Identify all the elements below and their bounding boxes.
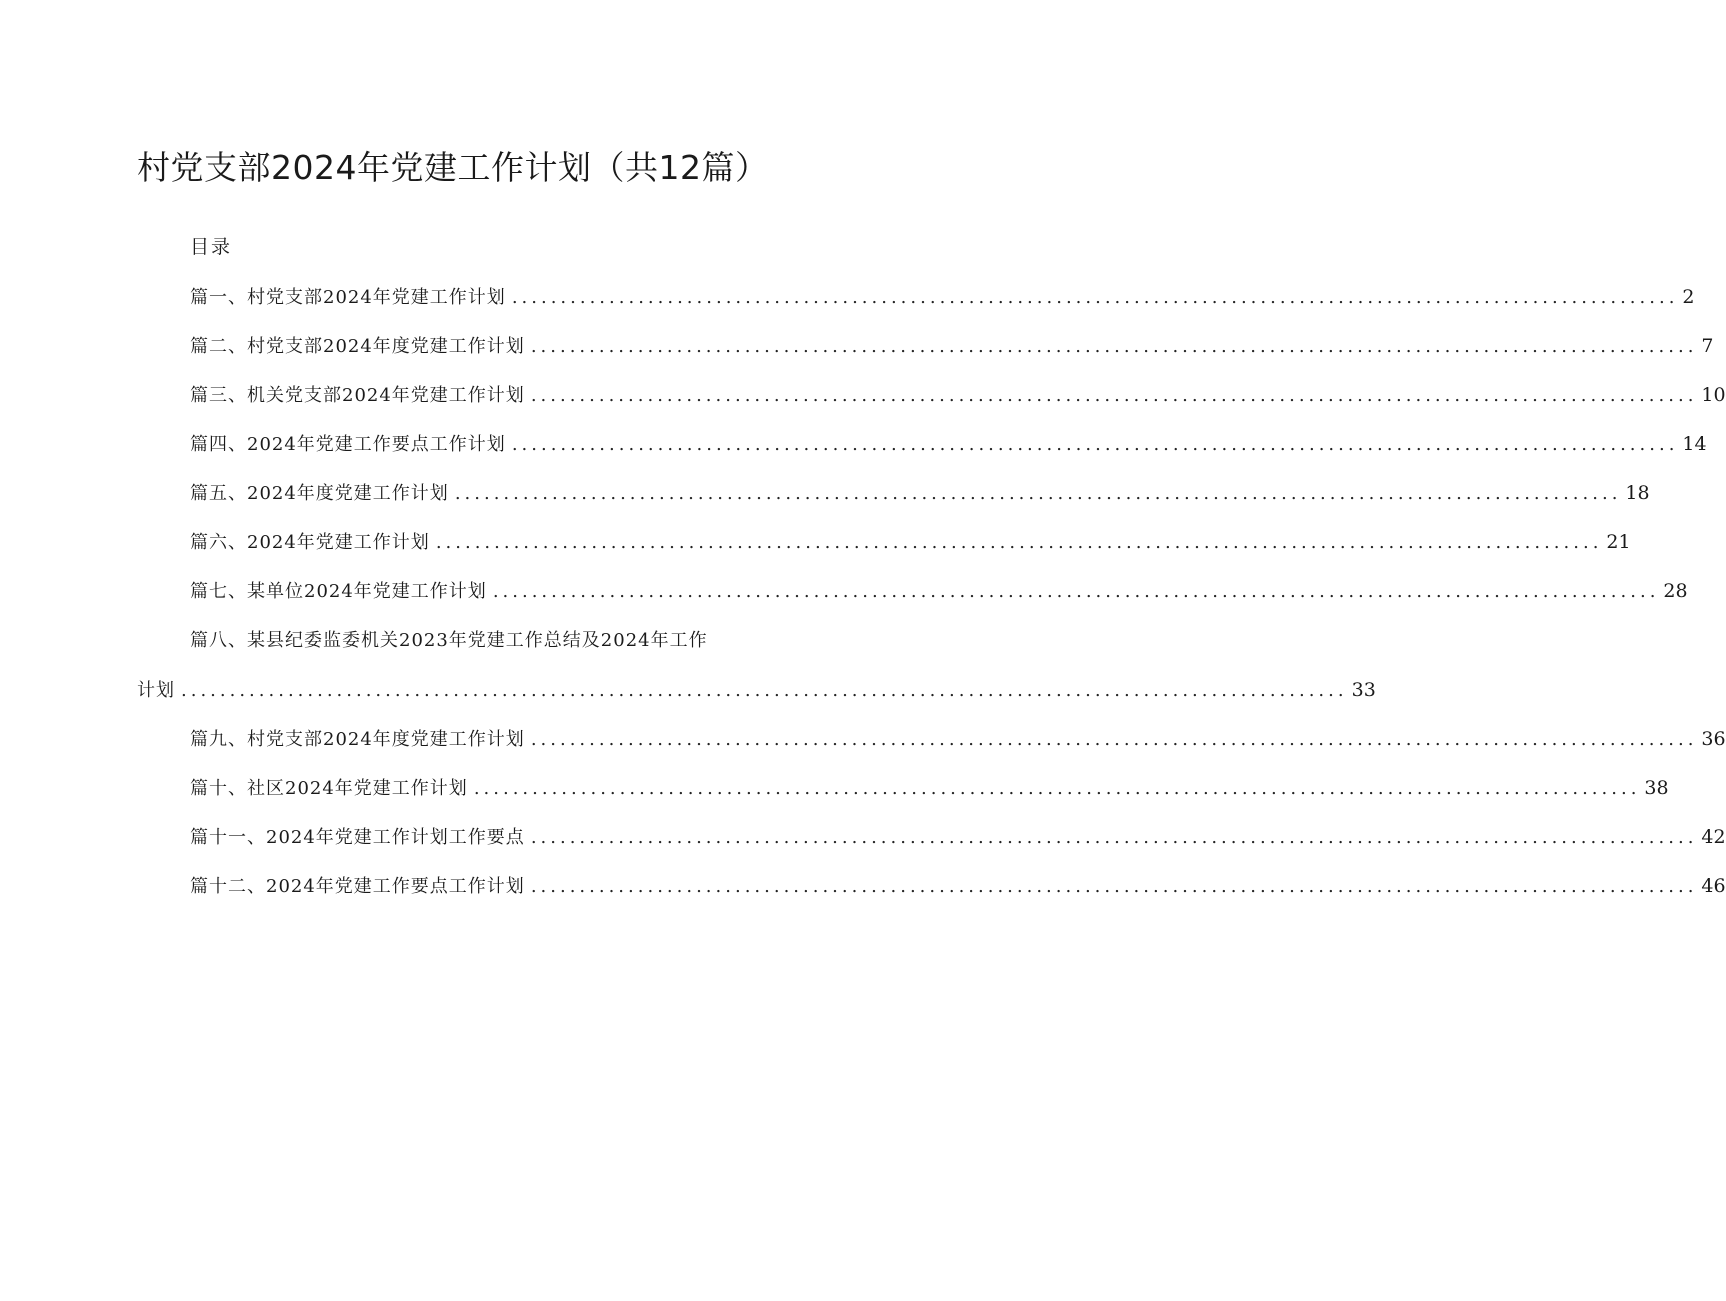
- toc-entry-page: 18: [1625, 482, 1650, 504]
- toc-entry-label: 篇三、机关党支部2024年党建工作计划: [190, 385, 525, 406]
- toc-entry-10[interactable]: [190, 774, 1669, 802]
- toc-entry-label: 篇七、某单位2024年党建工作计划: [190, 581, 487, 602]
- toc-entry-2[interactable]: [190, 332, 1714, 360]
- toc-entry-8-line2[interactable]: [137, 676, 1376, 704]
- toc-entry-page: 38: [1644, 777, 1669, 799]
- toc-entry-page: 14: [1682, 433, 1707, 455]
- toc-entry-label: 篇五、2024年度党建工作计划: [190, 483, 449, 504]
- toc-entry-page: 33: [1351, 679, 1376, 701]
- toc-entry-3[interactable]: [190, 381, 1726, 409]
- toc-entry-page: 21: [1606, 531, 1631, 553]
- toc-entry-4[interactable]: [190, 430, 1707, 458]
- toc-entry-page: 28: [1663, 580, 1688, 602]
- toc-entry-page: 46: [1701, 875, 1726, 897]
- toc-leader-dots: ........................................................................................................................: [492, 581, 1660, 602]
- toc-entry-label: 计划: [137, 680, 175, 701]
- toc-entry-12[interactable]: [190, 872, 1726, 900]
- toc-entry-8-line1[interactable]: [190, 627, 708, 655]
- toc-heading: 目录: [190, 236, 233, 258]
- toc-entry-label: 篇十、社区2024年党建工作计划: [190, 778, 468, 799]
- toc-entry-11[interactable]: [190, 823, 1726, 851]
- toc-leader-dots: ........................................................................................................................: [530, 827, 1698, 848]
- toc-leader-dots: ........................................................................................................................: [530, 876, 1698, 897]
- toc-entry-label: 篇一、村党支部2024年党建工作计划: [190, 287, 506, 308]
- toc-entry-5[interactable]: [190, 479, 1650, 507]
- toc-entry-label: 篇十二、2024年党建工作要点工作计划: [190, 876, 525, 897]
- toc-leader-dots: ........................................................................................................................: [454, 483, 1622, 504]
- toc-entry-9[interactable]: [190, 725, 1726, 753]
- toc-entry-page: 10: [1701, 384, 1726, 406]
- toc-entry-7[interactable]: [190, 577, 1688, 605]
- toc-leader-dots: ........................................................................................................................: [435, 532, 1603, 553]
- toc-leader-dots: ........................................................................................................................: [181, 680, 1348, 701]
- toc-entry-page: 42: [1701, 826, 1726, 848]
- document-title: 村党支部2024年党建工作计划（共12篇）: [137, 148, 769, 187]
- toc-entry-label: 篇八、某县纪委监委机关2023年党建工作总结及2024年工作: [190, 630, 708, 651]
- toc-entry-label: 篇四、2024年党建工作要点工作计划: [190, 434, 506, 455]
- toc-entry-label: 篇十一、2024年党建工作计划工作要点: [190, 827, 525, 848]
- toc-leader-dots: ........................................................................................................................: [511, 434, 1679, 455]
- toc-entry-1[interactable]: [190, 283, 1695, 311]
- toc-entry-label: 篇六、2024年党建工作计划: [190, 532, 430, 553]
- toc-leader-dots: ........................................................................................................................: [530, 385, 1698, 406]
- toc-entry-page: 7: [1701, 335, 1714, 357]
- toc-leader-dots: ........................................................................................................................: [511, 287, 1679, 308]
- toc-entry-page: 36: [1701, 728, 1726, 750]
- toc-leader-dots: ........................................................................................................................: [473, 778, 1641, 799]
- toc-entry-6[interactable]: [190, 528, 1631, 556]
- toc-leader-dots: ........................................................................................................................: [530, 336, 1698, 357]
- toc-entry-label: 篇二、村党支部2024年度党建工作计划: [190, 336, 525, 357]
- toc-entry-label: 篇九、村党支部2024年度党建工作计划: [190, 729, 525, 750]
- toc-entry-page: 2: [1682, 286, 1695, 308]
- toc-leader-dots: ........................................................................................................................: [530, 729, 1698, 750]
